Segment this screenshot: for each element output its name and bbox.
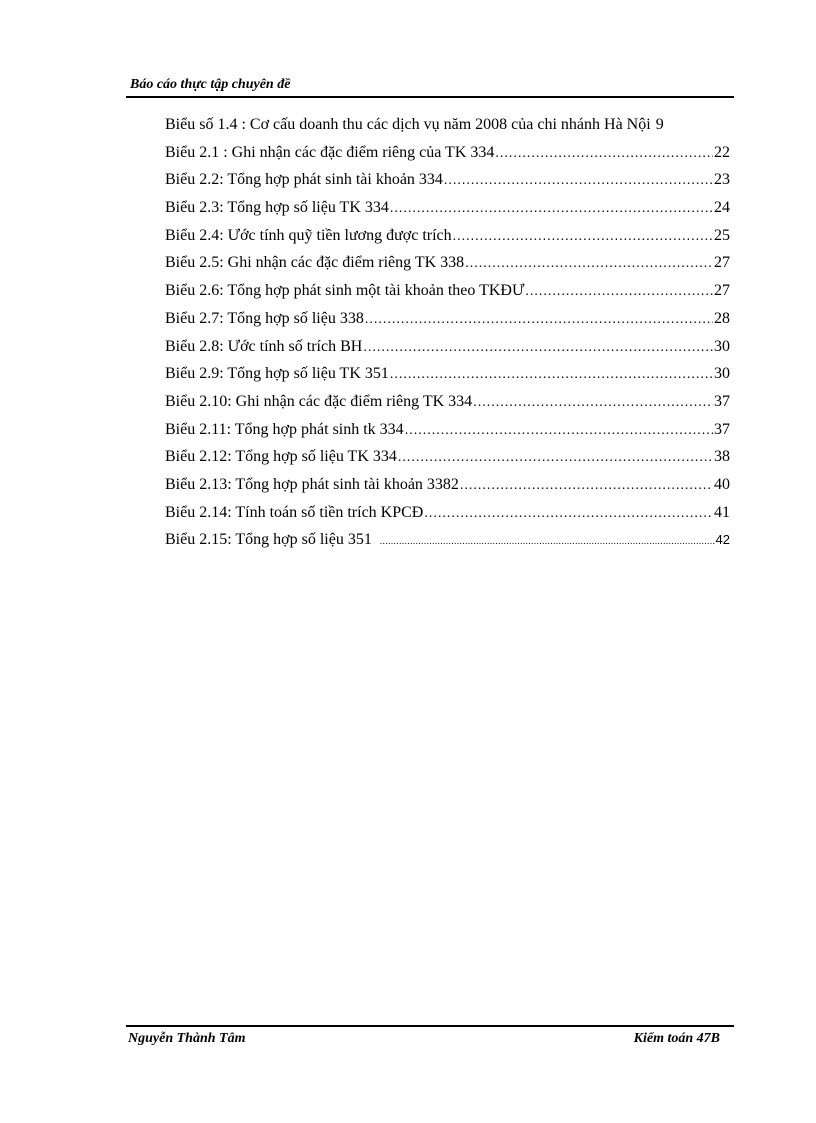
- toc-entry-label: Biểu 2.13: Tổng hợp phát sinh tài khoản 3382: [165, 475, 459, 493]
- toc-entry-page: 41: [714, 503, 730, 521]
- toc-entry: [165, 199, 730, 227]
- toc-entry: [165, 504, 730, 532]
- toc-entry-page: 37: [714, 392, 730, 410]
- toc-entry-page: 37: [714, 420, 730, 438]
- table-of-figures: [165, 116, 730, 559]
- toc-entry-label: Biểu 2.15: Tổng hợp số liệu 351: [165, 531, 372, 549]
- toc-entry-label: Biểu 2.7: Tổng hợp số liệu 338: [165, 309, 364, 327]
- toc-leader-dots: [390, 201, 713, 217]
- toc-entry-page: 27: [714, 254, 730, 272]
- toc-entry-page: 22: [714, 143, 730, 161]
- toc-leader-dots: [453, 229, 713, 245]
- toc-entry: [165, 338, 730, 366]
- toc-leader-dots: [424, 506, 713, 522]
- toc-entry-page: 24: [714, 199, 730, 217]
- toc-entry-page: 27: [714, 282, 730, 300]
- toc-entry-label: Biểu 2.6: Tổng hợp phát sinh một tài khoản theo TKĐƯ: [165, 282, 525, 300]
- toc-entry-label: Biểu 2.4: Ước tính quỹ tiền lương được trích: [165, 226, 452, 244]
- toc-entry: [165, 116, 730, 144]
- toc-entry-label: Biểu 2.1 : Ghi nhận các đặc điểm riêng của TK 334: [165, 143, 495, 161]
- toc-entry: [165, 448, 730, 476]
- toc-entry-label: Biểu 2.8: Ước tính số trích BH: [165, 337, 363, 355]
- toc-entry-label: Biểu 2.10: Ghi nhận các đặc điểm riêng TK 334: [165, 392, 473, 410]
- toc-entry: [165, 365, 730, 393]
- footer-class-name: Kiểm toán 47B: [633, 1031, 720, 1046]
- toc-leader-dots: [398, 450, 713, 466]
- footer-author: Nguyễn Thành Tâm: [128, 1031, 246, 1046]
- toc-leader-dots: [365, 312, 713, 328]
- toc-leader-dots: [525, 284, 713, 300]
- toc-entry: [165, 310, 730, 338]
- toc-entry: [165, 144, 730, 172]
- header-divider: [126, 96, 734, 98]
- toc-leader-dots: [495, 146, 713, 162]
- toc-entry: [165, 393, 730, 421]
- toc-entry: [165, 421, 730, 449]
- toc-entry-label: Biểu số 1.4 : Cơ cấu doanh thu các dịch vụ năm 2008 của chi nhánh Hà Nội: [165, 116, 651, 133]
- toc-entry-label: Biểu 2.2: Tổng hợp phát sinh tài khoản 334: [165, 171, 443, 189]
- toc-entry-page: 25: [714, 226, 730, 244]
- toc-entry-label: Biểu 2.9: Tổng hợp số liệu TK 351: [165, 365, 389, 383]
- toc-entry-page: 40: [714, 475, 730, 493]
- toc-entry-label: Biểu 2.14: Tính toán số tiền trích KPCĐ: [165, 503, 424, 521]
- toc-entry-label: Biểu 2.3: Tổng hợp số liệu TK 334: [165, 199, 389, 217]
- toc-entry-page: 30: [714, 365, 730, 383]
- toc-entry: [165, 282, 730, 310]
- page-header-title: Báo cáo thực tập chuyên đề: [130, 77, 291, 92]
- toc-entry: [165, 171, 730, 199]
- toc-entry-page: 9: [655, 116, 664, 133]
- toc-leader-dots: [473, 395, 713, 411]
- toc-leader-dots: [405, 423, 713, 439]
- toc-entry-page: 23: [714, 171, 730, 189]
- toc-entry-label: Biểu 2.12: Tổng hợp số liệu TK 334: [165, 448, 397, 466]
- toc-leader-dots: [465, 256, 713, 272]
- toc-leader-dots: [380, 536, 715, 546]
- toc-entry: [165, 531, 730, 559]
- toc-leader-dots: [390, 367, 713, 383]
- toc-entry-page: 28: [714, 309, 730, 327]
- toc-entry: [165, 476, 730, 504]
- toc-entry-page: 42: [715, 532, 730, 548]
- toc-entry-page: 30: [714, 337, 730, 355]
- toc-entry-label: Biểu 2.5: Ghi nhận các đặc điểm riêng TK 338: [165, 254, 465, 272]
- toc-entry: [165, 254, 730, 282]
- toc-leader-dots: [363, 340, 713, 356]
- footer-divider: [126, 1025, 734, 1027]
- toc-leader-dots: [444, 173, 713, 189]
- toc-entry-label: Biểu 2.11: Tổng hợp phát sinh tk 334: [165, 420, 404, 438]
- toc-entry: [165, 227, 730, 255]
- toc-leader-dots: [460, 478, 713, 494]
- toc-entry-page: 38: [714, 448, 730, 466]
